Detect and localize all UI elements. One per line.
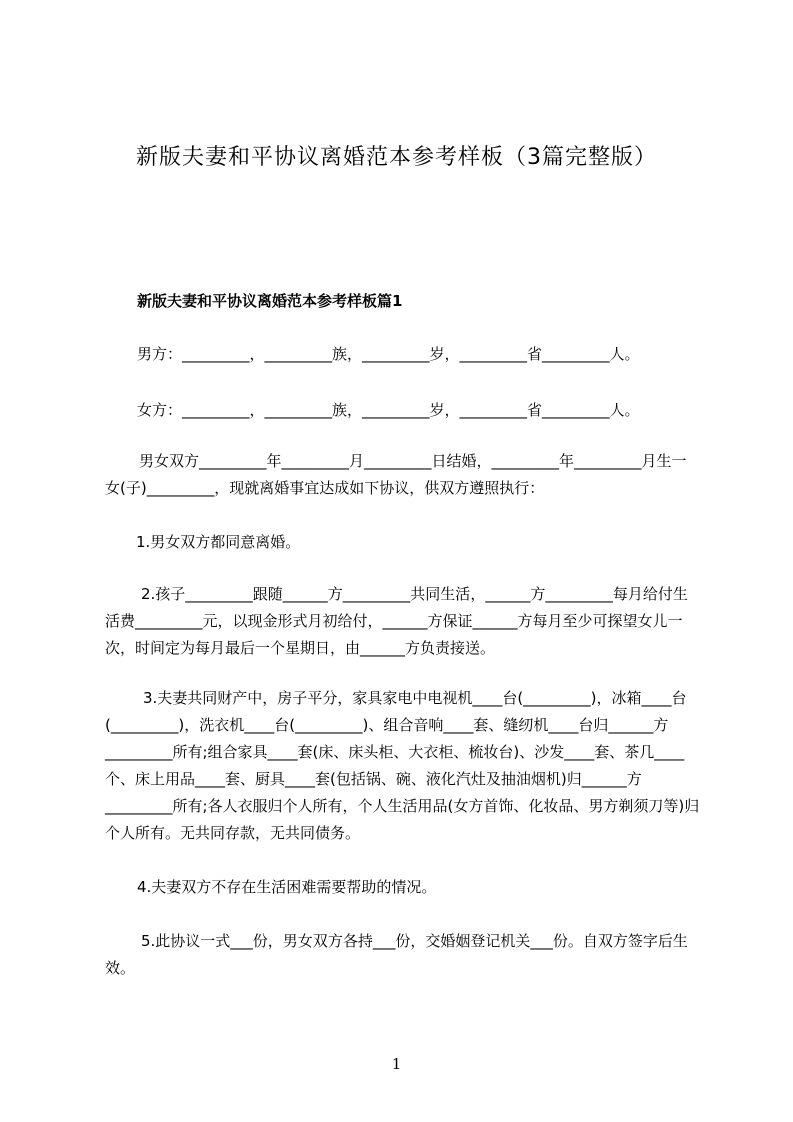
page-number: 1	[391, 1055, 402, 1073]
clause-4: 4.夫妻双方不存在生活困难需要帮助的情况。	[137, 878, 437, 896]
female-party-line: 女方：_________，_________族，_________岁，_________省_________人。	[137, 401, 640, 419]
clause-3: 3.夫妻共同财产中，房子平分，家具家电中电视机____台(_________)，冰箱____台(_________)，洗衣机____台(_________)、组合音响____套、缝纫机____台归______方_________所有;组合家具____套(床、床头柜、大衣柜、梳妆台)、沙发____套、茶几____个、床上用品____套、厨具____套(包括锅、碗、液化汽灶及抽油烟机)归______方_________所有;各人衣服归个人所有，个人生活用品(女方首饰、化妆品、男方剃须刀等)归个人所有。无共同存款，无共同债务。	[105, 689, 700, 842]
section-title: 新版夫妻和平协议离婚范本参考样板篇1	[137, 292, 403, 310]
clause-5: 5.此协议一式___份，男女双方各持___份，交婚姻登记机关___份。自双方签字后生效。	[105, 932, 688, 977]
clause-2: 2.孩子_________跟随______方_________共同生活，______方_________每月给付生活费_________元，以现金形式月初给付，______方保证______方每月至少可探望女儿一次，时间定为每月最后一个星期日，由______方负责接送。	[105, 585, 688, 657]
document-title: 新版夫妻和平协议离婚范本参考样板（3篇完整版）	[136, 145, 657, 170]
clause-1: 1.男女双方都同意离婚。	[136, 533, 301, 551]
male-party-line: 男方：_________，_________族，_________岁，_________省_________人。	[137, 345, 640, 363]
intro-paragraph: 男女双方_________年_________月_________日结婚，_________年_________月生一女(子)_________，现就离婚事宜达成如下协议，供双方遵照执行：	[105, 452, 687, 497]
